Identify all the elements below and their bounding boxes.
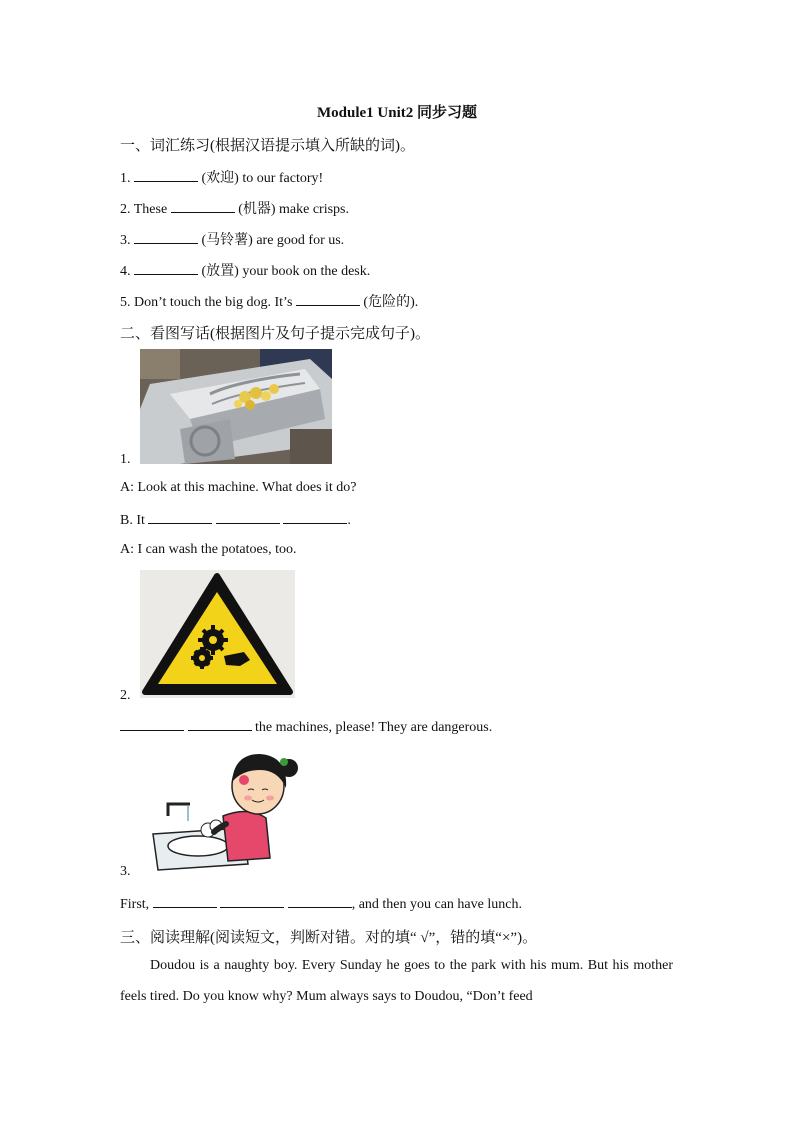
vocab-item-5-hint: (危险的). (359, 295, 419, 310)
answer-blank[interactable] (220, 895, 284, 908)
sign-sentence-end: the machines, please! They are dangerous. (251, 720, 493, 735)
vocab-item-5 (120, 291, 418, 311)
vocab-item-2-hint: (机器) make crisps. (234, 202, 349, 217)
answer-blank[interactable] (216, 511, 280, 524)
answer-blank[interactable] (134, 262, 198, 275)
vocab-item-1 (120, 167, 323, 187)
vocab-item-4-prefix: 4. (120, 264, 134, 279)
vocab-item-1-prefix: 1. (120, 171, 134, 186)
vocab-item-2-prefix: 2. These (120, 202, 171, 217)
vocab-item-3-hint: (马铃薯) are good for us. (198, 233, 345, 248)
dialogue-line-b-end: . (347, 513, 351, 528)
gear-hazard-icon (140, 570, 295, 698)
vocab-item-3-prefix: 3. (120, 233, 134, 248)
dialogue-line-c: A: I can wash the potatoes, too. (120, 542, 297, 557)
dialogue-line-b-prefix: B. It (120, 513, 149, 528)
answer-blank[interactable] (296, 293, 360, 306)
answer-blank[interactable] (288, 895, 352, 908)
answer-blank[interactable] (134, 169, 198, 182)
girl-washing-hands-icon (148, 746, 303, 874)
section3-heading: 三、阅读理解(阅读短文，判断对错。对的填“ √”，错的填“×”)。 (120, 930, 538, 946)
picture-question-1-number: 1. (120, 452, 131, 467)
hands-sentence (120, 895, 522, 913)
page-title: Module1 Unit2 同步习题 (316, 105, 477, 121)
section1-heading: 一、词汇练习(根据汉语提示填入所缺的词)。 (120, 138, 415, 154)
section2-heading: 二、看图写话(根据图片及句子提示完成句子)。 (120, 326, 430, 342)
potato-washing-machine-icon (140, 349, 332, 464)
answer-blank[interactable] (188, 718, 252, 731)
vocab-item-5-prefix: 5. Don’t touch the big dog. It’s (120, 295, 296, 310)
girl-washing-hands-image (148, 746, 303, 874)
hands-sentence-end: , and then you can have lunch. (351, 897, 522, 912)
answer-blank[interactable] (148, 511, 212, 524)
answer-blank[interactable] (134, 231, 198, 244)
vocab-item-3 (120, 229, 344, 249)
answer-blank[interactable] (120, 718, 184, 731)
answer-blank[interactable] (171, 200, 235, 213)
picture-question-2-number: 2. (120, 688, 131, 703)
dialogue-line-b (120, 511, 351, 529)
vocab-item-4 (120, 260, 370, 280)
potato-washing-machine-image (140, 349, 332, 464)
gear-warning-sign-image (140, 570, 295, 698)
vocab-item-4-hint: (放置) your book on the desk. (198, 264, 371, 279)
hands-sentence-prefix: First, (120, 897, 153, 912)
dialogue-line-a: A: Look at this machine. What does it do? (120, 480, 357, 495)
reading-passage-text: Doudou is a naughty boy. Every Sunday he goes to the park with his mum. But his mother feels tired. Do you know why? Mum always says to Doudou, “Don’t feed (120, 958, 673, 1004)
answer-blank[interactable] (153, 895, 217, 908)
vocab-item-2 (120, 198, 349, 218)
sign-sentence (120, 718, 492, 736)
answer-blank[interactable] (283, 511, 347, 524)
picture-question-3-number: 3. (120, 864, 131, 879)
vocab-item-1-hint: (欢迎) to our factory! (198, 171, 324, 186)
reading-passage (120, 950, 673, 1012)
